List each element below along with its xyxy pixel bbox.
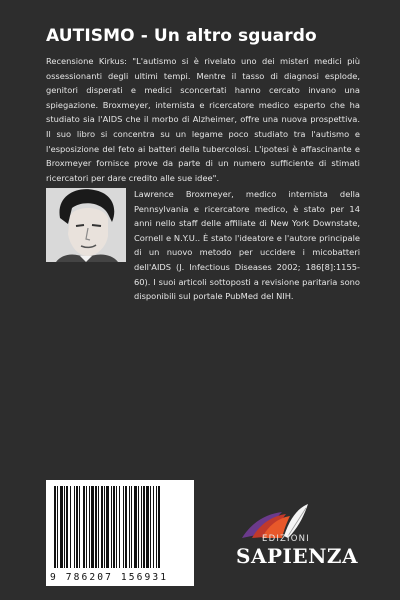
publisher-imprint: EDIZIONI: [262, 534, 310, 544]
book-title: AUTISMO - Un altro sguardo: [46, 26, 317, 46]
publisher-name: SAPIENZA: [236, 544, 358, 568]
barcode-bars: [52, 486, 188, 568]
isbn-barcode: [46, 480, 194, 586]
isbn-digits: 9 786207 156931: [50, 572, 169, 583]
author-bio: Lawrence Broxmeyer, medico internista della Pennsylvania e ricercatore medico, è stato per 14 anni nello staff delle affiliate di New York Downstate, Cornell e N.Y.U.. È stato l'ideatore e l'autore principale di un nuovo metodo per uccidere i micobatteri dell'AIDS (J. Infectious Diseases 2002; 186[8]:1155-60). I suoi articoli sottoposti a revisione paritaria sono disponibili sul portale PubMed del NIH.: [134, 189, 360, 302]
kirkus-review: Recensione Kirkus: "L'autismo si è rivelato uno dei misteri medici più ossessionanti degli ultimi tempi. Mentre il tasso di diagnosi esplode, genitori disperati e medici sconcertati hanno cercato invano una spiegazione. Broxmeyer, internista e ricercatore medico esperto che ha studiato sia l'AIDS che il morbo di Alzheimer, offre una nuova prospettiva. Il suo libro si concentra su un legame poco studiato tra l'autismo e l'esposizione del feto ai batteri della tubercolosi. L'ipotesi è affascinante e Broxmeyer fornisce prove da parte di un numero sufficiente di stimati ricercatori per dare credito alle sue idee".: [46, 56, 360, 183]
author-photo: [46, 188, 126, 262]
